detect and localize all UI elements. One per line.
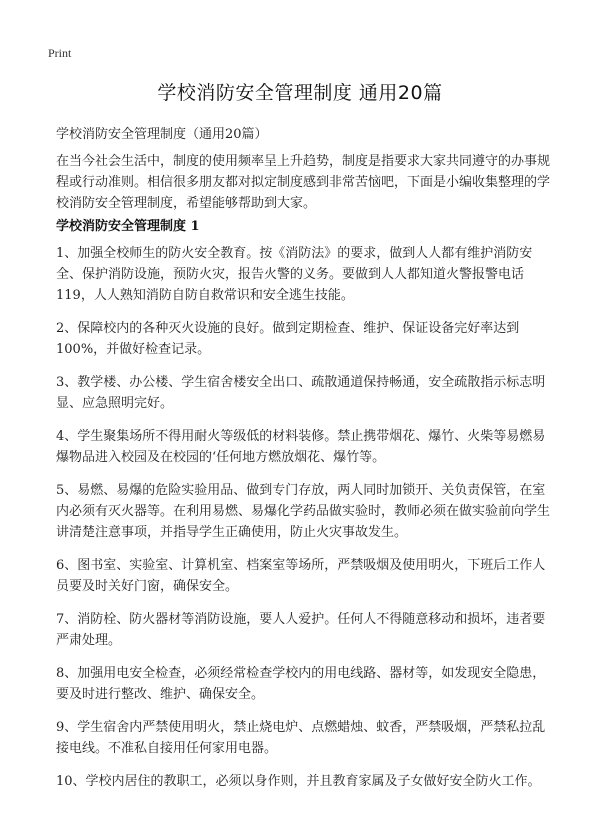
section-heading: 学校消防安全管理制度 1 xyxy=(56,219,200,234)
rule-item: 4、学生聚集场所不得用耐火等级低的材料装修。禁止携带烟花、爆竹、火柴等易燃易爆物品进入校园及在校园的‘任何地方燃放烟花、爆竹等。 xyxy=(56,429,546,465)
print-label: Print xyxy=(48,46,72,60)
rule-item: 9、学生宿舍内严禁使用明火，禁止烧电炉、点燃蜡烛、蚊香，严禁吸烟，严禁私拉乱接电线。不准私自接用任何家用电器。 xyxy=(56,720,546,756)
rule-item: 7、消防栓、防火器材等消防设施，要人人爱护。任何人不得随意移动和损坏，违者要严肃处理。 xyxy=(56,612,546,648)
document-subtitle: 学校消防安全管理制度（通用20篇） xyxy=(56,127,268,142)
intro-paragraph: 在当今社会生活中，制度的使用频率呈上升趋势，制度是指要求大家共同遵守的办事规程或行动准则。相信很多朋友都对拟定制度感到非常苦恼吧，下面是小编收集整理的学校消防安全管理制度，希望能够帮助到大家。 xyxy=(56,154,551,211)
rule-item: 8、加强用电安全检查，必须经常检查学校内的用电线路、器材等，如发现安全隐患，要及时进行整改、维护、确保安全。 xyxy=(56,666,546,702)
rule-item: 2、保障校内的各种灭火设施的良好。做到定期检查、维护、保证设备完好率达到100%，并做好检查记录。 xyxy=(56,321,520,357)
rule-list xyxy=(56,243,552,804)
rule-item: 1、加强全校师生的防火安全教育。按《消防法》的要求，做到人人都有维护消防安全、保护消防设施，预防火灾，报告火警的义务。要做到人人都知道火警报警电话119，人人熟知消防自防自救常识和安全逃生技能。 xyxy=(56,246,533,303)
rule-item: 3、教学楼、办公楼、学生宿舍楼安全出口、疏散通道保持畅通，安全疏散指示标志明显、应急照明完好。 xyxy=(56,375,546,411)
rule-item: 6、图书室、实验室、计算机室、档案室等场所，严禁吸烟及使用明火，下班后工作人员要及时关好门窗，确保安全。 xyxy=(56,558,546,594)
rule-item: 5、易燃、易爆的危险实验用品、做到专门存放，两人同时加锁开、关负责保管，在室内必须有灭火器等。在利用易燃、易爆化学药品做实验时，教师必须在做实验前向学生讲清楚注意事项，并指导学生正确使用，防止火灾事故发生。 xyxy=(56,483,551,540)
document-title: 学校消防安全管理制度 通用20篇 xyxy=(157,82,443,104)
rule-item: 10、学校内居住的教职工，必须以身作则，并且教育家属及子女做好安全防火工作。 xyxy=(56,774,541,789)
